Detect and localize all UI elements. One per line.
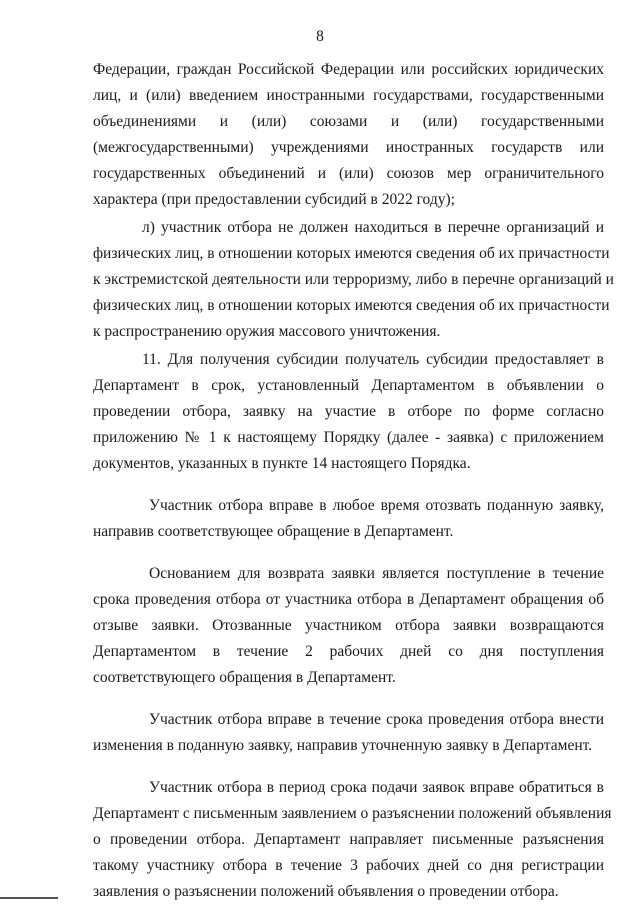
text-line: документов, указанных в пункте 14 настоящего Порядка. (93, 455, 471, 472)
text-line: к экстремистской деятельности или терроризму, либо в перечне организаций и (93, 271, 614, 288)
paragraph-clarification-request (93, 775, 612, 905)
text-line: Участник отбора вправе в течение срока проведения отбора внести (149, 711, 604, 728)
text-line: о проведении отбора. Департамент направляет письменные разъяснения (93, 831, 604, 848)
text-line: соответствующего обращения в Департамент. (93, 669, 396, 686)
text-line: изменения в поданную заявку, направив уточненную заявку в Департамент. (93, 737, 593, 754)
text-line: (межгосударственными) учреждениями иностранных государств или (93, 139, 604, 156)
text-line: объединениями и (или) союзами и (или) государственными (93, 113, 604, 130)
text-line: 11. Для получения субсидии получатель субсидии предоставляет в (142, 351, 604, 368)
text-line: физических лиц, в отношении которых имеются сведения об их причастности (93, 297, 610, 314)
text-line: Департамент с письменным заявлением о разъяснении положений объявления (93, 805, 612, 822)
paragraph-item-l (93, 215, 614, 345)
text-line: Департамент в срок, установленный Департаментом в объявлении о (93, 377, 604, 394)
text-line: Участник отбора вправе в любое время отозвать поданную заявку, (149, 497, 604, 514)
text-line: характера (при предоставлении субсидий в 2022 году); (93, 191, 455, 208)
text-line: заявления о разъяснении положений объявления о проведении отбора. (93, 883, 559, 900)
text-line: отзыве заявки. Отозванные участником отбора заявки возвращаются (93, 617, 604, 634)
text-line: приложению № 1 к настоящему Порядку (далее - заявка) с приложением (93, 429, 604, 446)
page-number: 8 (316, 28, 324, 45)
text-line: проведении отбора, заявку на участие в отборе по форме согласно (93, 403, 604, 420)
text-line: Федерации, граждан Российской Федерации или российских юридических (93, 61, 604, 78)
paragraph-amend-application (93, 707, 604, 759)
paragraph-return-grounds (93, 561, 604, 691)
text-line: государственных объединений и (или) союзов мер ограничительного (93, 165, 604, 182)
text-line: Участник отбора в период срока подачи заявок вправе обратиться в (149, 779, 604, 796)
text-line: срока проведения отбора от участника отбора в Департамент обращения об (93, 591, 604, 608)
paragraph-clause-11 (93, 347, 604, 477)
text-line: лиц, и (или) введением иностранными государствами, государственными (93, 87, 604, 104)
text-line: к распространению оружия массового уничтожения. (93, 323, 441, 340)
text-line: Департаментом в течение 2 рабочих дней со дня поступления (93, 643, 604, 660)
text-line: физических лиц, в отношении которых имеются сведения об их причастности (93, 245, 610, 262)
paragraph-withdraw-application (93, 493, 604, 545)
paragraph-continuation (93, 57, 604, 213)
document-body (93, 57, 614, 905)
text-line: Основанием для возврата заявки является поступление в течение (149, 565, 604, 582)
text-line: направив соответствующее обращение в Департамент. (93, 523, 454, 540)
text-line: такому участнику отбора в течение 3 рабочих дней со дня регистрации (93, 857, 604, 874)
text-line: л) участник отбора не должен находиться в перечне организаций и (142, 219, 604, 236)
